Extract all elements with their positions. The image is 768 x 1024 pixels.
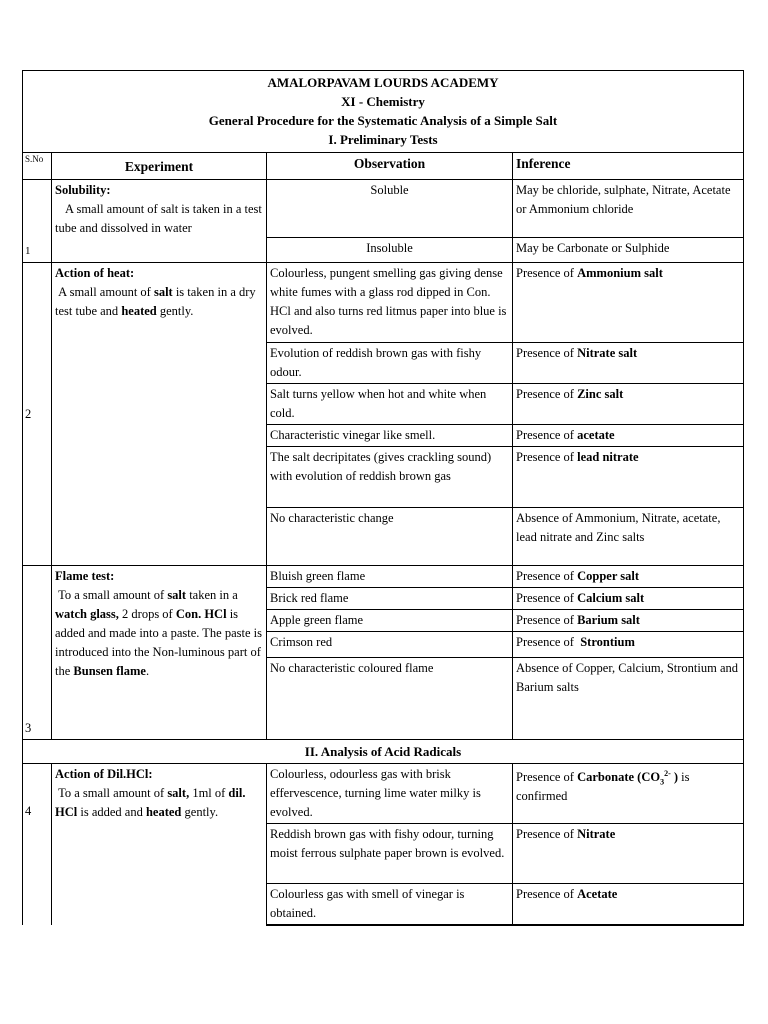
- table-row: [23, 180, 744, 238]
- experiment-cell: [52, 180, 267, 263]
- row-number: 3: [23, 566, 52, 740]
- table-row: [23, 764, 744, 824]
- observation-cell: Brick red flame: [267, 588, 513, 610]
- inference-prefix: Presence of: [516, 591, 574, 605]
- text-part: is taken in a dry test tube and: [55, 285, 256, 318]
- observation-cell: Characteristic vinegar like smell.: [267, 425, 513, 447]
- inference-cell: [513, 884, 744, 926]
- observation-cell: Insoluble: [267, 238, 513, 263]
- text-part: Bunsen flame: [73, 664, 146, 678]
- inference-result: lead nitrate: [577, 450, 639, 464]
- inference-result: Barium salt: [577, 613, 640, 627]
- title-row: [23, 71, 744, 153]
- observation-cell: Evolution of reddish brown gas with fishy odour.: [267, 343, 513, 384]
- text-part: is added and: [80, 805, 143, 819]
- observation-cell: Colourless, pungent smelling gas giving dense white fumes with a glass rod dipped in Con. HCl and also turns red litmus paper into blue is evolved.: [267, 263, 513, 343]
- inference-result: Zinc salt: [577, 387, 624, 401]
- text-part: .: [145, 664, 150, 678]
- inference-prefix: Presence of: [516, 569, 574, 583]
- experiment-title: Action of Dil.HCl:: [55, 767, 153, 781]
- observation-cell: Colourless gas with smell of vinegar is obtained.: [267, 884, 513, 926]
- inference-prefix: Presence of: [516, 346, 574, 360]
- inference-cell: [513, 824, 744, 884]
- text-part: A small amount of: [58, 285, 151, 299]
- carbonate-formula: [577, 768, 679, 787]
- inference-prefix: Presence of: [516, 387, 574, 401]
- inference-cell: [513, 343, 744, 384]
- inference-result: Strontium: [580, 635, 635, 649]
- observation-cell: Apple green flame: [267, 610, 513, 632]
- observation-cell: No characteristic change: [267, 508, 513, 566]
- analysis-sheet: [22, 70, 743, 926]
- inference-prefix: Presence of: [516, 613, 574, 627]
- part1-title: I. Preliminary Tests: [328, 132, 438, 147]
- school-name: AMALORPAVAM LOURDS ACADEMY: [267, 75, 499, 90]
- text-part: watch glass,: [55, 607, 119, 621]
- inference-result: Calcium salt: [577, 591, 645, 605]
- text-part: 1ml of: [192, 786, 226, 800]
- text-part: Con. HCl: [175, 607, 227, 621]
- superscript: 2-: [664, 768, 671, 778]
- inference-cell: [513, 425, 744, 447]
- inference-header: Inference: [513, 153, 744, 180]
- inference-result: acetate: [577, 428, 615, 442]
- experiment-title: Flame test:: [55, 569, 115, 583]
- inference-cell: [513, 632, 744, 658]
- inference-cell: Absence of Ammonium, Nitrate, acetate, lead nitrate and Zinc salts: [513, 508, 744, 566]
- observation-cell: Colourless, odourless gas with brisk effervescence, turning lime water milky is evolved.: [267, 764, 513, 824]
- text-part: dil. HCl: [55, 786, 246, 819]
- observation-cell: The salt decripitates (gives crackling sound) with evolution of reddish brown gas: [267, 447, 513, 508]
- inference-prefix: Presence of: [516, 428, 574, 442]
- analysis-table: [22, 70, 744, 926]
- section-row: [23, 740, 744, 764]
- inference-prefix: Presence of: [516, 887, 574, 901]
- experiment-title: Action of heat:: [55, 266, 135, 280]
- table-row: [23, 566, 744, 588]
- inference-cell: Absence of Copper, Calcium, Strontium and Barium salts: [513, 658, 744, 740]
- inference-cell: [513, 764, 744, 824]
- text-part: heated: [121, 304, 157, 318]
- inference-cell: May be Carbonate or Sulphide: [513, 238, 744, 263]
- row-number: 4: [23, 764, 52, 926]
- observation-cell: No characteristic coloured flame: [267, 658, 513, 740]
- inference-prefix: Presence of: [516, 266, 574, 280]
- experiment-text: [55, 586, 263, 681]
- text-part: gently.: [159, 304, 194, 318]
- subscript: 3: [660, 777, 665, 787]
- inference-cell: [513, 588, 744, 610]
- text-part: salt: [167, 588, 187, 602]
- text-part: 2 drops of: [122, 607, 173, 621]
- table-row: [23, 263, 744, 343]
- text-part: taken in a: [189, 588, 238, 602]
- inference-cell: [513, 263, 744, 343]
- title-block: [23, 71, 744, 153]
- experiment-cell: [52, 566, 267, 740]
- subject-title: XI - Chemistry: [341, 94, 425, 109]
- text-part: salt: [153, 285, 173, 299]
- inference-prefix: Presence of: [516, 827, 574, 841]
- experiment-cell: [52, 764, 267, 926]
- text-part: Carbonate (CO: [577, 770, 661, 784]
- sno-header: S.No: [23, 153, 52, 180]
- experiment-header: Experiment: [52, 153, 267, 180]
- inference-prefix: Presence of: [516, 770, 574, 784]
- inference-prefix: Presence of: [516, 450, 574, 464]
- text-part: To a small amount of: [58, 786, 165, 800]
- inference-cell: [513, 384, 744, 425]
- procedure-title: General Procedure for the Systematic Analysis of a Simple Salt: [208, 113, 558, 128]
- experiment-cell: [52, 263, 267, 566]
- text-part: To a small amount of: [58, 588, 165, 602]
- inference-prefix: Presence of: [516, 635, 574, 649]
- inference-cell: [513, 447, 744, 508]
- text-part: is confirmed: [516, 770, 690, 803]
- experiment-text: [55, 784, 263, 822]
- text-part: is added and made into a paste. The paste is introduced into the Non-luminous part of the: [55, 607, 262, 678]
- observation-cell: Bluish green flame: [267, 566, 513, 588]
- part2-title: II. Analysis of Acid Radicals: [23, 740, 744, 764]
- inference-cell: [513, 566, 744, 588]
- text-part: heated: [145, 805, 182, 819]
- row-number: 1: [23, 180, 52, 263]
- observation-cell: Soluble: [267, 180, 513, 238]
- experiment-text: [55, 283, 263, 321]
- inference-result: Copper salt: [577, 569, 640, 583]
- column-header-row: [23, 153, 744, 180]
- row-number: 2: [23, 263, 52, 566]
- inference-cell: May be chloride, sulphate, Nitrate, Acetate or Ammonium chloride: [513, 180, 744, 238]
- experiment-title: Solubility:: [55, 183, 111, 197]
- inference-result: Nitrate salt: [577, 346, 638, 360]
- text-part: ): [673, 770, 679, 784]
- inference-result: Nitrate: [577, 827, 616, 841]
- inference-result: Acetate: [577, 887, 618, 901]
- text-part: salt,: [167, 786, 190, 800]
- experiment-text: A small amount of salt is taken in a test tube and dissolved in water: [55, 202, 262, 235]
- observation-cell: Reddish brown gas with fishy odour, turning moist ferrous sulphate paper brown is evolved.: [267, 824, 513, 884]
- observation-cell: Crimson red: [267, 632, 513, 658]
- observation-cell: Salt turns yellow when hot and white when cold.: [267, 384, 513, 425]
- inference-result: Ammonium salt: [577, 266, 663, 280]
- text-part: gently.: [184, 805, 219, 819]
- inference-cell: [513, 610, 744, 632]
- observation-header: Observation: [267, 153, 513, 180]
